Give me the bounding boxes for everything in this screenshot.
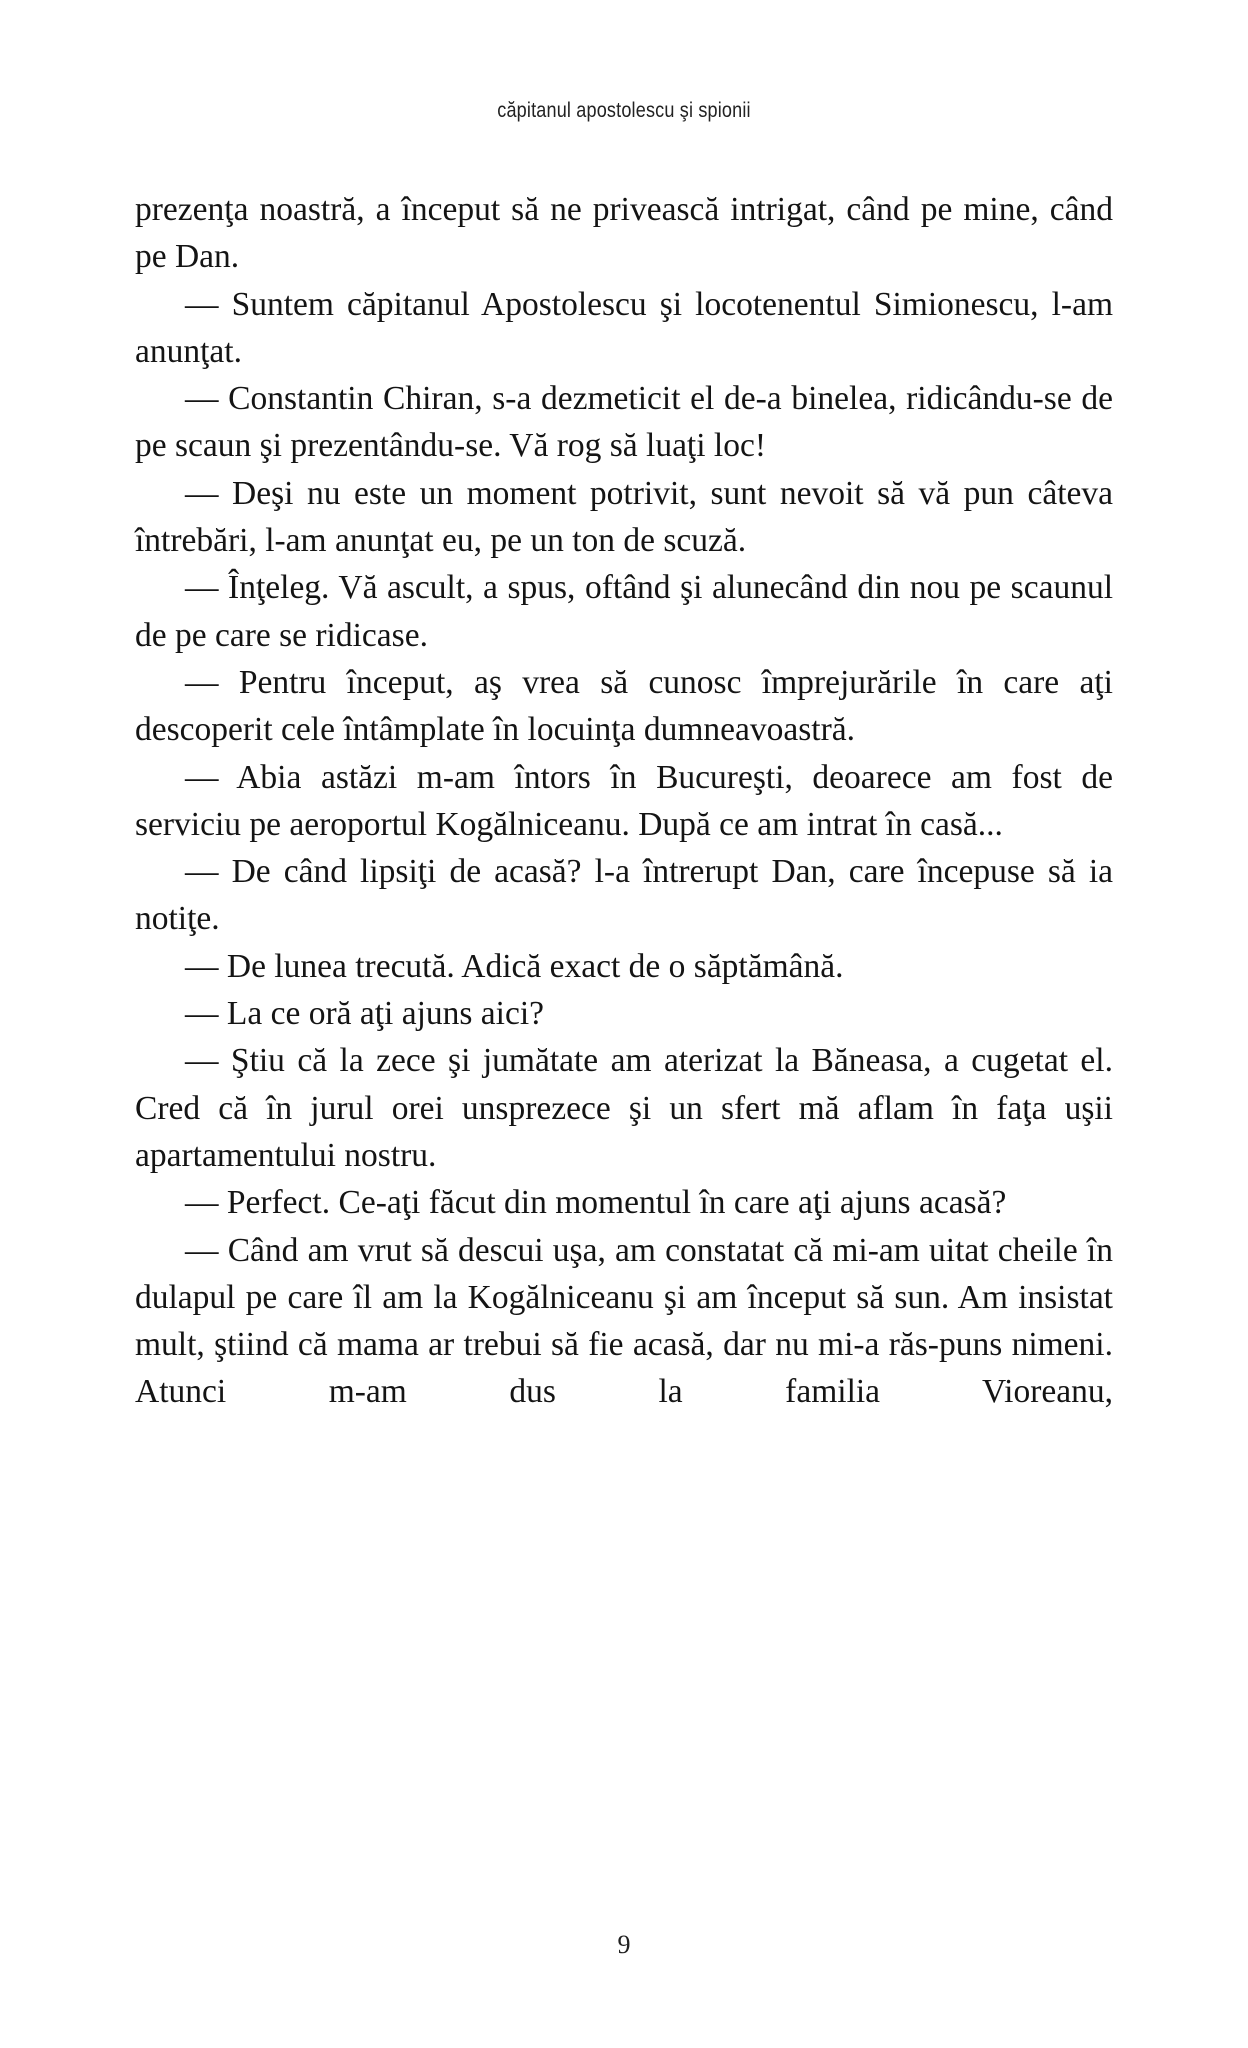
paragraph: — Înţeleg. Vă ascult, a spus, oftând şi alunecând din nou pe scaunul de pe care se ridicase. bbox=[135, 569, 1113, 654]
body-text-column bbox=[135, 186, 1113, 1463]
paragraph: — Pentru început, aş vrea să cunosc împrejurările în care aţi descoperit cele întâmplate în locuinţa dumneavoastră. bbox=[135, 663, 1113, 749]
running-header: căpitanul apostolescu şi spionii bbox=[497, 99, 751, 122]
paragraph: — De lunea trecută. Adică exact de o săptămână. bbox=[185, 947, 844, 985]
paragraph: — Abia astăzi m-am întors în Bucureşti, deoarece am fost de serviciu pe aeroportul Kogălniceanu. După ce am intrat în casă... bbox=[135, 758, 1113, 843]
paragraph: — De când lipsiţi de acasă? l-a întrerupt Dan, care începuse să ia notiţe. bbox=[135, 853, 1113, 938]
paragraph: — Ştiu că la zece şi jumătate am aterizat la Băneasa, a cugetat el. Cred că în jurul orei unsprezece şi un sfert mă aflam în faţa uşii apartamentului nostru. bbox=[135, 1042, 1113, 1174]
paragraph: prezenţa noastră, a început să ne privească intrigat, când pe mine, când pe Dan. bbox=[135, 191, 1113, 276]
page-number: 9 bbox=[617, 1930, 631, 1959]
paragraph: — Când am vrut să descui uşa, am constatat că mi-am uitat cheile în dulapul pe care îl am la Kogălniceanu şi am început să sun. Am insistat mult, ştiind că mama ar trebui să fie acasă, dar nu mi-a răs-puns nimeni. Atunci m-am dus la familia Vioreanu, bbox=[135, 1231, 1113, 1411]
paragraph: — Suntem căpitanul Apostolescu şi locotenentul Simionescu, l-am anunţat. bbox=[135, 285, 1113, 370]
paragraph: — Perfect. Ce-aţi făcut din momentul în care aţi ajuns acasă? bbox=[185, 1184, 1007, 1222]
paragraph: — Deşi nu este un moment potrivit, sunt nevoit să vă pun câteva întrebări, l-am anunţat eu, pe un ton de scuză. bbox=[135, 474, 1113, 560]
paragraph: — La ce oră aţi ajuns aici? bbox=[185, 995, 545, 1033]
paragraph: — Constantin Chiran, s-a dezmeticit el de-a binelea, ridicându-se de pe scaun şi prezentându-se. Vă rog să luaţi loc! bbox=[135, 380, 1113, 465]
